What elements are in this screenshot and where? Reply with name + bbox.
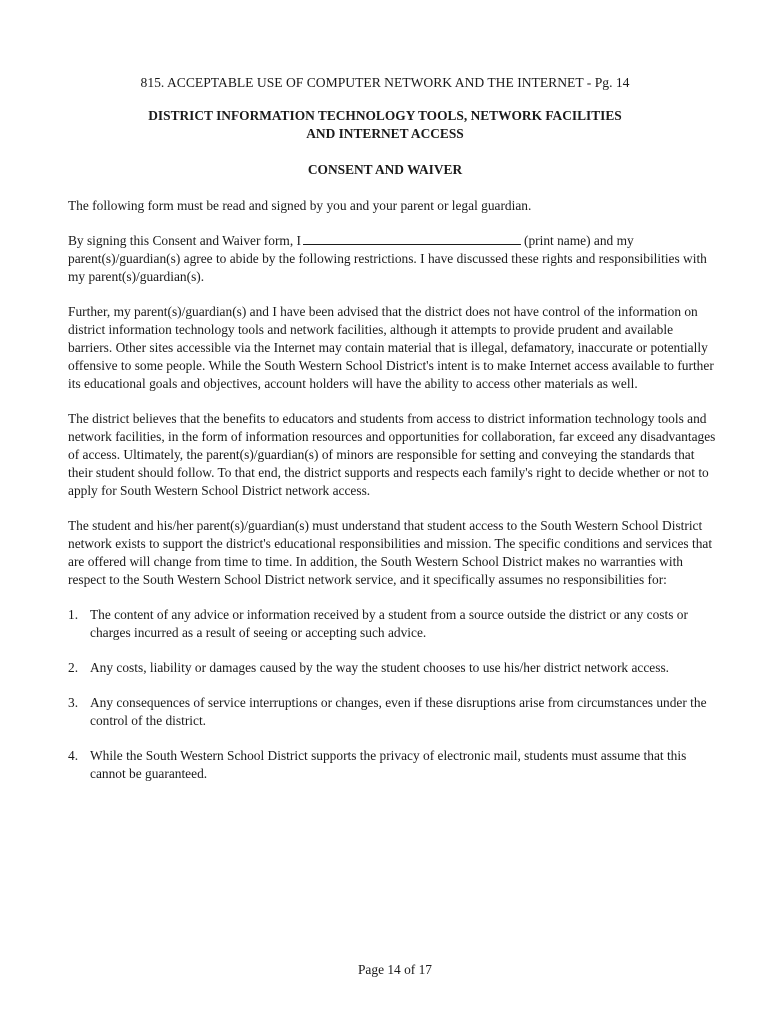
list-item-number: 4.: [68, 748, 79, 763]
signing-text-after: (print name) and my parent(s)/guardian(s) agree to abide by the following restrictions. I have discussed these rights and responsibilities with my parent(s)/guardian(s).: [68, 233, 707, 284]
responsibilities-paragraph: The student and his/her parent(s)/guardian(s) must understand that student access to the South Western School District network exists to support the district's educational responsibilities and mission. The specific conditions and services that are offered will change from time to time. In addition, the South Western School District makes no warranties with respect to the South Western School District network service, and it specifically assumes no responsibilities for:: [68, 518, 713, 587]
print-name-blank: [303, 233, 521, 245]
list-item: [68, 747, 720, 783]
list-item-number: 3.: [68, 695, 79, 710]
page-number: Page 14 of 17: [357, 962, 432, 977]
title-line-1: DISTRICT INFORMATION TECHNOLOGY TOOLS, NETWORK FACILITIES: [148, 108, 622, 123]
list-item-number: 1.: [68, 607, 79, 622]
list-item-text: Any consequences of service interruptions or changes, even if these disruptions arise from circumstances under the control of the district.: [90, 695, 707, 728]
disclaimer-list: [68, 606, 720, 783]
intro-paragraph: The following form must be read and signed by you and your parent or legal guardian.: [68, 198, 532, 213]
list-item-number: 2.: [68, 660, 79, 675]
signing-text-before: By signing this Consent and Waiver form, I: [68, 233, 301, 248]
list-item-text: Any costs, liability or damages caused by the way the student chooses to use his/her district network access.: [90, 660, 670, 675]
document-body: [68, 197, 720, 800]
title-line-2: AND INTERNET ACCESS: [306, 126, 464, 141]
section-subtitle: CONSENT AND WAIVER: [307, 162, 463, 177]
list-item-text: While the South Western School District supports the privacy of electronic mail, students must assume that this cannot be guaranteed.: [90, 748, 687, 781]
list-item-text: The content of any advice or information received by a student from a source outside the district or any costs or charges incurred as a result of seeing or accepting such advice.: [90, 607, 688, 640]
list-item: [68, 694, 720, 730]
advisory-paragraph: Further, my parent(s)/guardian(s) and I have been advised that the district does not have control of the information on district information technology tools and network facilities, although it attempts to provide prudent and available barriers. Other sites accessible via the Internet may contain material that is illegal, defamatory, inaccurate or potentially offensive to some people. While the South Western School District's intent is to make Internet access available to further its educational goals and objectives, account holders will have the ability to access other materials as well.: [68, 304, 714, 391]
benefits-paragraph: The district believes that the benefits to educators and students from access to district information technology tools and network facilities, in the form of information resources and opportunities for collaboration, far exceed any disadvantages of access. Ultimately, the parent(s)/guardian(s) of minors are responsible for setting and conveying the standards that their student should follow. To that end, the district supports and respects each family's right to decide whether or not to apply for South Western School District network access.: [68, 411, 716, 498]
document-title: [0, 107, 770, 143]
signing-paragraph: [68, 232, 720, 286]
list-item: [68, 659, 720, 677]
list-item: [68, 606, 720, 642]
policy-header: 815. ACCEPTABLE USE OF COMPUTER NETWORK AND THE INTERNET - Pg. 14: [140, 75, 630, 90]
